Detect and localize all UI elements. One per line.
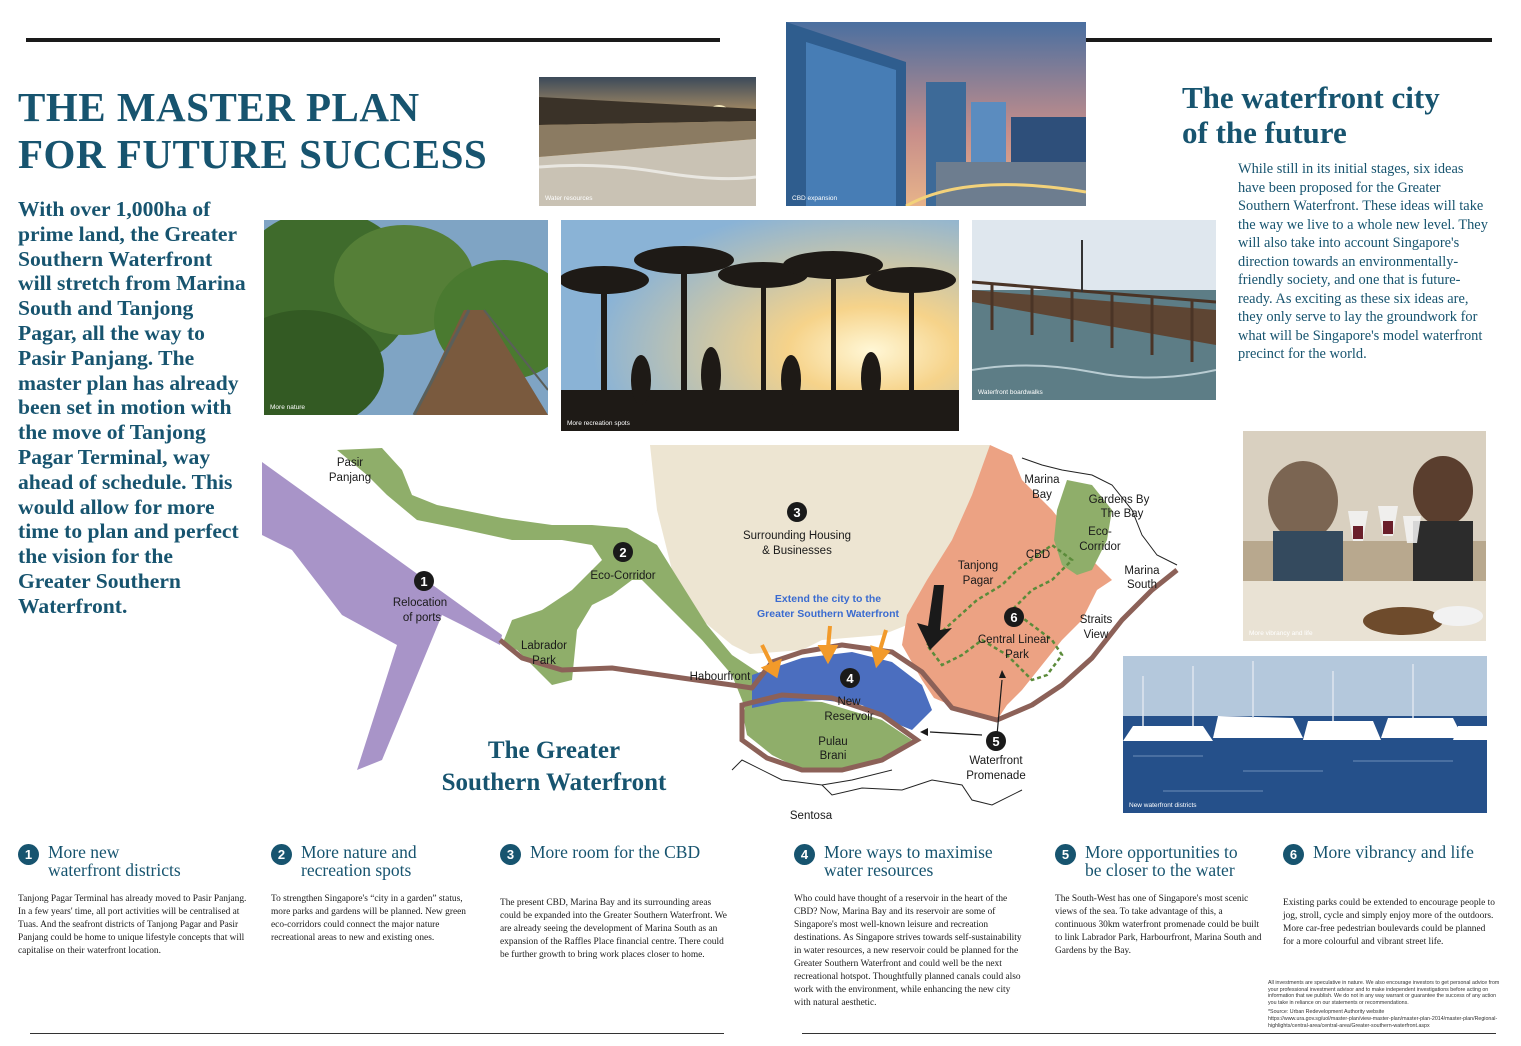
feature-title: More opportunities to be closer to the water (1085, 842, 1238, 880)
feature-body: The present CBD, Marina Bay and its surrounding areas could be expanded into the Greater Southern Waterfront. We are already seeing the development of Marina South as an expansion of the Raffles Place financial centre. There could be further growth to bring work places closer to home. (500, 898, 727, 960)
map-label-labrador: Labrador Park (520, 640, 568, 667)
page-title (18, 84, 487, 178)
map-label-gardens: Gardens By The Bay (1088, 494, 1150, 520)
side-title-line2: of the future (1182, 115, 1347, 150)
map-number-5 (986, 731, 1006, 751)
top-rule-right (1086, 38, 1492, 42)
photo-recreation (561, 220, 959, 431)
feature-2 (271, 843, 483, 945)
photo-water-resources (539, 77, 756, 206)
feature-title: More room for the CBD (530, 842, 701, 862)
page-title-line2: FOR FUTURE SUCCESS (18, 131, 488, 177)
feature-body: Existing parks could be extended to encourage people to jog, stroll, cycle and simply enjoy more of the outdoors. More car-free pedestrian boulevards could be planned for a more colourful and vibrant street life. (1283, 898, 1495, 947)
map-number-4 (840, 668, 860, 688)
map-number-label: 1 (420, 574, 428, 589)
map-number-3 (787, 502, 807, 522)
disclaimer-source-url[interactable]: https://www.ura.gov.sg/uol/master-plan/view-master-plan/master-plan-2014/master-plan/Regional-highlights/central-area/central-area/Greater-southern-waterfront.aspx (1268, 1015, 1498, 1029)
page-title-line1: THE MASTER PLAN (18, 84, 420, 130)
map-label-straits-view: Straits View (1079, 614, 1113, 641)
feature-body: Tanjong Pagar Terminal has already moved to Pasir Panjang. In a few years' time, all port activities will be centralised at Tuas. And the seafront districts of Tanjong Pagar and Pasir Panjang could be home to unique lifestyle concepts that will capitalise on their waterfront location. (18, 894, 247, 956)
map-label-housing: Surrounding Housing & Businesses (742, 530, 852, 557)
map-label-central-linear-park: Central Linear Park (977, 634, 1051, 661)
feature-1 (18, 843, 248, 958)
map-number-label: 5 (992, 734, 1000, 749)
map-number-label: 2 (619, 545, 627, 560)
photo-caption: CBD expansion (792, 195, 838, 202)
feature-title: More ways to maximise water resources (824, 842, 993, 880)
feature-3 (500, 843, 730, 962)
map-number-2 (613, 542, 633, 562)
feature-body: Who could have thought of a reservoir in the heart of the CBD? Now, Marina Bay and its reservoir are some of Singapore's most well-known leisure and recreation destinations. As Singapore strives towards self-sustainability in water resources, a new reservoir could be planned for the Greater Southern Waterfront and could well be the next recreational hotspot. Thoughtfully planned canals could also work with the environment, while enhancing the new city with natural aesthetic. (794, 894, 1022, 1008)
waterfront-map (262, 440, 1222, 840)
photo-cbd-expansion (786, 22, 1086, 206)
feature-5 (1055, 843, 1265, 958)
feature-title: More new waterfront districts (48, 842, 181, 880)
feature-6 (1283, 843, 1498, 949)
photo-boardwalks (972, 220, 1216, 400)
feature-number: 3 (500, 844, 521, 865)
feature-number: 6 (1283, 844, 1304, 865)
disclaimer-text: All investments are speculative in nature. We also encourage investors to get personal advice from your professional investment advisor and to make independent investigations before acting on information that we publish. We do not in any way warrant or guarantee the success of any action you take in reliance on our statements or recommendations. (1268, 980, 1500, 1006)
map-number-1 (414, 571, 434, 591)
feature-body: The South-West has one of Singapore's most scenic views of the sea. To take advantage of this, a continuous 30km waterfront promenade could be built to link Labrador Park, Harbourfront, Marina South and Gardens by the Bay. (1055, 894, 1262, 956)
photo-caption: New waterfront districts (1129, 802, 1197, 809)
map-number-label: 4 (846, 671, 854, 686)
map-label-marina-bay: Marina Bay (1024, 474, 1060, 501)
side-text: While still in its initial stages, six ideas have been proposed for the Greater Southern Waterfront. These ideas will take the way we live to a whole new level. They will also take into account Singapore's direction towards an environmentally-friendly society, and one that is future-ready. As exciting as these six ideas are, they only serve to lay the groundwork for what will be Singapore's model waterfront precinct for the world. (1238, 161, 1488, 362)
map-label-eco-corridor: Eco-Corridor (590, 570, 656, 582)
disclaimer-source-label: *Source: Urban Redevelopment Authority website (1268, 1009, 1385, 1016)
map-number-label: 6 (1010, 610, 1018, 625)
map-number-6 (1004, 607, 1024, 627)
map-label-pulau-brani: Pulau Brani (818, 736, 848, 762)
bottom-rule-right (802, 1033, 1496, 1034)
photo-caption: More nature (270, 404, 306, 411)
map-title: The Greater Southern Waterfront (441, 737, 667, 796)
photo-caption: More recreation spots (567, 420, 630, 427)
feature-number: 2 (271, 844, 292, 865)
photo-vibrancy (1243, 431, 1486, 641)
map-label-habourfront: Habourfront (689, 671, 751, 683)
side-title (1182, 80, 1502, 150)
feature-4 (794, 843, 1029, 1010)
map-label-new-reservoir: New Reservoir (824, 696, 874, 723)
feature-number: 1 (18, 844, 39, 865)
photo-more-nature (264, 220, 548, 415)
map-port-area (262, 462, 502, 770)
feature-number: 5 (1055, 844, 1076, 865)
top-rule-left (26, 38, 720, 42)
feature-title: More vibrancy and life (1313, 842, 1474, 862)
photo-caption: Water resources (545, 195, 593, 202)
map-label-sentosa: Sentosa (789, 810, 833, 822)
map-label-relocation: Relocation of ports (392, 597, 448, 624)
bottom-rule-left (30, 1033, 724, 1034)
map-label-extend: Extend the city to the Greater Southern Waterfront (757, 593, 899, 620)
feature-number: 4 (794, 844, 815, 865)
map-label-pasir: Pasir Panjang (328, 457, 372, 484)
feature-body: To strengthen Singapore's “city in a garden” status, more parks and gardens will be planned. New green eco-corridors could connect the major nature recreational areas to new and existing ones. (271, 894, 466, 943)
map-label-cbd: CBD (1025, 549, 1051, 561)
map-label-tanjong-pagar: Tanjong Pagar (957, 560, 999, 587)
side-title-line1: The waterfront city (1182, 80, 1440, 115)
map-number-label: 3 (793, 505, 801, 520)
intro-text: With over 1,000ha of prime land, the Greater Southern Waterfront will stretch from Marina South and Tanjong Pagar, all the way to Pasir Panjang. The master plan has already been set in motion with the move of Tanjong Pagar Terminal, way ahead of schedule. This would allow for more time to plan and perfect the vision for the Greater Southern Waterfront. (18, 197, 246, 618)
map-label-promenade: Waterfront Promenade (966, 755, 1026, 782)
map-label-eco-corridor-2: Eco-Corridor (1079, 526, 1121, 553)
feature-title: More nature and recreation spots (301, 842, 417, 880)
photo-caption: Waterfront boardwalks (978, 389, 1043, 396)
map-label-marina-south: Marina South (1124, 565, 1160, 591)
photo-caption: More vibrancy and life (1249, 630, 1313, 637)
disclaimer (1268, 980, 1500, 1032)
